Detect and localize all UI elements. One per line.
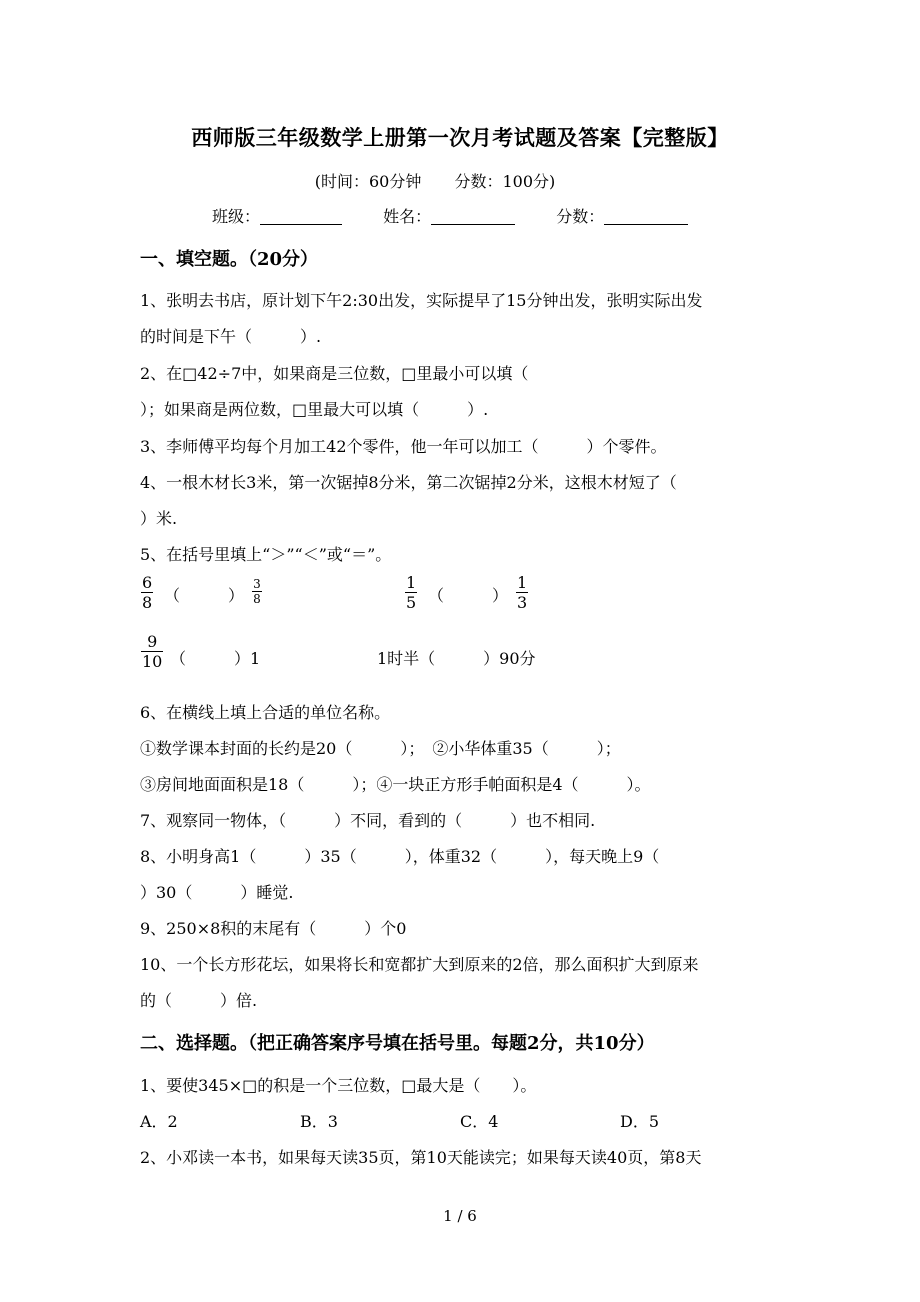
denominator: 3 xyxy=(517,593,528,612)
name-label: 姓名： xyxy=(383,207,432,226)
numerator: 9 xyxy=(147,632,158,651)
numerator: 1 xyxy=(517,573,528,592)
class-blank[interactable] xyxy=(260,208,342,225)
option-d[interactable]: D．5 xyxy=(620,1112,660,1131)
question-10-line-1: 10、一个长方形花坛，如果将长和宽都扩大到原来的2倍，那么面积扩大到原来 xyxy=(140,955,699,974)
option-b[interactable]: B．3 xyxy=(300,1112,338,1131)
denominator: 8 xyxy=(253,592,261,606)
exam-meta xyxy=(0,169,870,192)
score-label: 分数： xyxy=(556,207,605,226)
exam-score: 分数：100分) xyxy=(454,172,556,191)
question-2-line-1: 2、在□42÷7中，如果商是三位数，□里最小可以填（ xyxy=(140,364,529,383)
fraction-6-8 xyxy=(141,573,153,612)
score-field xyxy=(556,204,688,227)
fraction-1-5 xyxy=(405,573,417,612)
denominator: 8 xyxy=(142,593,153,612)
class-label: 班级： xyxy=(212,207,261,226)
fraction-9-10 xyxy=(141,632,163,671)
fraction-1-3 xyxy=(516,573,528,612)
numerator: 6 xyxy=(142,573,153,592)
question-6-line-2: ③房间地面面积是18（ ）；④一块正方形手帕面积是4（ ）。 xyxy=(140,775,651,794)
student-info xyxy=(212,204,724,227)
page-title: 西师版三年级数学上册第一次月考试题及答案【完整版】 xyxy=(191,125,729,150)
numerator: 1 xyxy=(406,573,417,592)
numerator: 3 xyxy=(253,577,261,591)
compare-blank-a[interactable]: （ ） xyxy=(164,586,245,605)
option-c[interactable]: C．4 xyxy=(460,1112,499,1131)
question-6-line-1: ①数学课本封面的长约是20（ ）； ②小华体重35（ ）； xyxy=(140,739,621,758)
compare-blank-d[interactable]: 1时半（ ）90分 xyxy=(377,649,536,668)
choice-question-2-line-1: 2、小邓读一本书，如果每天读35页，第10天能读完；如果每天读40页，第8天 xyxy=(140,1148,702,1167)
question-7: 7、观察同一物体，（ ）不同，看到的（ ）也不相同. xyxy=(140,811,596,830)
question-5: 5、在括号里填上“＞”“＜”或“＝”。 xyxy=(140,545,392,564)
question-10-line-2: 的（ ）倍. xyxy=(140,991,258,1010)
compare-blank-c[interactable]: （ ）1 xyxy=(170,649,261,668)
question-9: 9、250×8积的末尾有（ ）个0 xyxy=(140,919,407,938)
class-field xyxy=(212,204,342,227)
denominator: 5 xyxy=(406,593,417,612)
question-6: 6、在横线上填上合适的单位名称。 xyxy=(140,703,391,722)
question-8-line-2: ）30（ ）睡觉. xyxy=(140,883,294,902)
question-4-line-2: ）米. xyxy=(140,509,178,528)
question-2-line-2: ）；如果商是两位数，□里最大可以填（ ）. xyxy=(140,400,489,419)
question-1-line-1: 1、张明去书店，原计划下午2:30出发，实际提早了15分钟出发，张明实际出发 xyxy=(140,291,703,310)
name-blank[interactable] xyxy=(431,208,515,225)
exam-time: (时间：60分钟 xyxy=(314,172,422,191)
page-number: 1 / 6 xyxy=(443,1207,477,1225)
question-3: 3、李师傅平均每个月加工42个零件，他一年可以加工（ ）个零件。 xyxy=(140,437,667,456)
question-4-line-1: 4、一根木材长3米，第一次锯掉8分米，第二次锯掉2分米，这根木材短了（ xyxy=(140,473,677,492)
name-field xyxy=(383,204,515,227)
fraction-3-8 xyxy=(252,577,262,606)
score-blank[interactable] xyxy=(604,208,688,225)
section-heading-1: 一、填空题。（20分） xyxy=(140,249,319,270)
denominator: 10 xyxy=(142,652,163,671)
compare-blank-b[interactable]: （ ） xyxy=(428,586,509,605)
question-8-line-1: 8、小明身高1（ ）35（ ），体重32（ ），每天晚上9（ xyxy=(140,847,660,866)
option-a[interactable]: A．2 xyxy=(140,1112,178,1131)
section-heading-2: 二、选择题。（把正确答案序号填在括号里。每题2分，共10分） xyxy=(140,1033,655,1054)
question-1-line-2: 的时间是下午（ ）. xyxy=(140,327,322,346)
choice-question-1: 1、要使345×□的积是一个三位数，□最大是（ ）。 xyxy=(140,1076,537,1095)
